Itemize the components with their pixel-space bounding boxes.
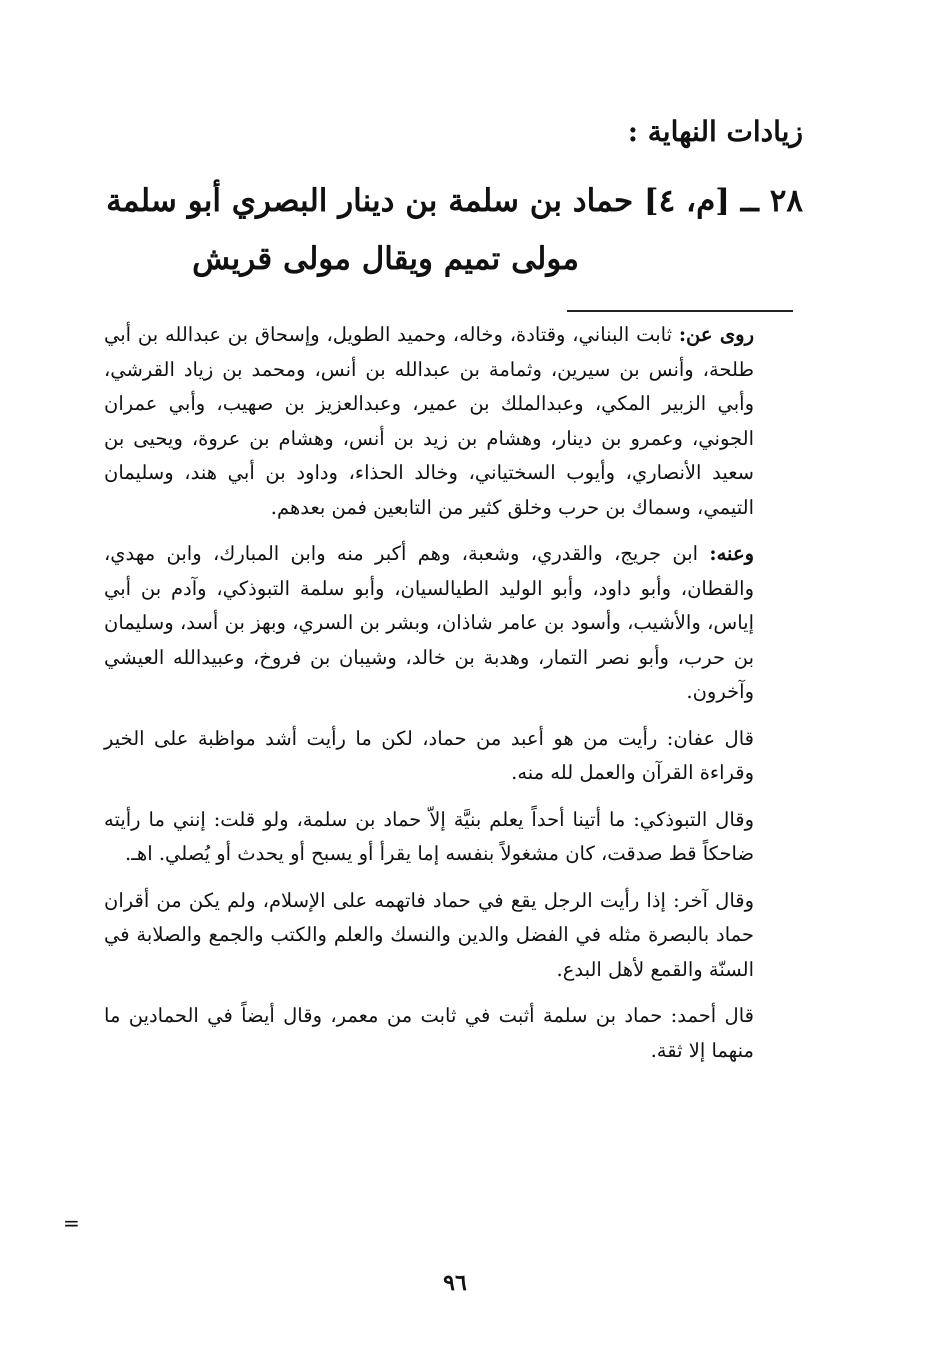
paragraph-ahmad-quote	[104, 999, 754, 1068]
paragraph-text: ثابت البناني، وقتادة، وخاله، وحميد الطويل، وإسحاق بن عبدالله بن أبي طلحة، وأنس بن سيرين، وثمامة بن عبدالله بن أنس، ومحمد بن زياد القرشي، وأبي الزبير المكي، وعبدالملك بن عمير، وعبدالعزيز بن صهيب، وأبي عمران الجوني، وعمرو بن دينار، وهشام بن زيد بن أنس، وهشام بن عروة، ويحيى بن سعيد الأنصاري، وأيوب السختياني، وخالد الحذاء، وداود بن أبي هند، وسليمان التيمي، وسماك بن حرب وخلق كثير من التابعين فمن بعدهم.	[104, 323, 754, 519]
paragraph-text: قال أحمد: حماد بن سلمة أثبت في ثابت من معمر، وقال أيضاً في الحمادين ما منهما إلا ثقة.	[104, 1004, 754, 1062]
margin-mark: =	[63, 1211, 80, 1235]
section-title: زيادات النهاية :	[627, 115, 803, 148]
paragraph-other-quote	[104, 884, 754, 988]
entry-body	[104, 318, 754, 1080]
paragraph-text: ابن جريج، والقدري، وشعبة، وهم أكبر منه وابن المبارك، وابن مهدي، والقطان، وأبو داود، وأبو الوليد الطيالسيان، وأبو سلمة التبوذكي، وآدم بن أبي إياس، والأشيب، وأسود بن عامر شاذان، وبشر بن السري، وبهز بن أسد، وسليمان بن حرب، وأبو نصر التمار، وهدبة بن خالد، وشيبان بن فروخ، وعبيدالله العيشي وآخرون.	[104, 542, 754, 703]
page-number: ٩٦	[443, 1270, 467, 1296]
paragraph-tabudhaki-quote	[104, 803, 754, 872]
paragraph-text: وقال التبوذكي: ما أتينا أحداً يعلم بنيَّة إلاّ حماد بن سلمة، ولو قلت: إنني ما رأيته ضاحكاً قط صدقت، كان مشغولاً بنفسه إما يقرأ أو يسبح أو يحدث أو يُصلي. اهـ.	[104, 807, 754, 865]
paragraph-lead: وعنه:	[709, 542, 754, 565]
entry-title-line-2: مولى تميم ويقال مولى قريش	[192, 241, 579, 277]
paragraph-narrators-from-him	[104, 537, 754, 710]
paragraph-affan-quote	[104, 722, 754, 791]
entry-title-line-1: ٢٨ ــ [م، ٤] حماد بن سلمة بن دينار البصري أبو سلمة	[106, 183, 803, 219]
paragraph-text: وقال آخر: إذا رأيت الرجل يقع في حماد فاتهمه على الإسلام، ولم يكن من أقران حماد بالبصرة مثله في الفضل والدين والنسك والعلم والكتب والجمع والصلابة في السنّة والقمع لأهل البدع.	[104, 888, 754, 981]
separator-rule	[567, 310, 793, 312]
entry-title	[83, 172, 803, 288]
paragraph-lead: روى عن:	[678, 323, 754, 346]
paragraph-narrated-from	[104, 318, 754, 525]
paragraph-text: قال عفان: رأيت من هو أعبد من حماد، لكن ما رأيت أشد مواظبة على الخير وقراءة القرآن والعمل لله منه.	[104, 726, 754, 784]
